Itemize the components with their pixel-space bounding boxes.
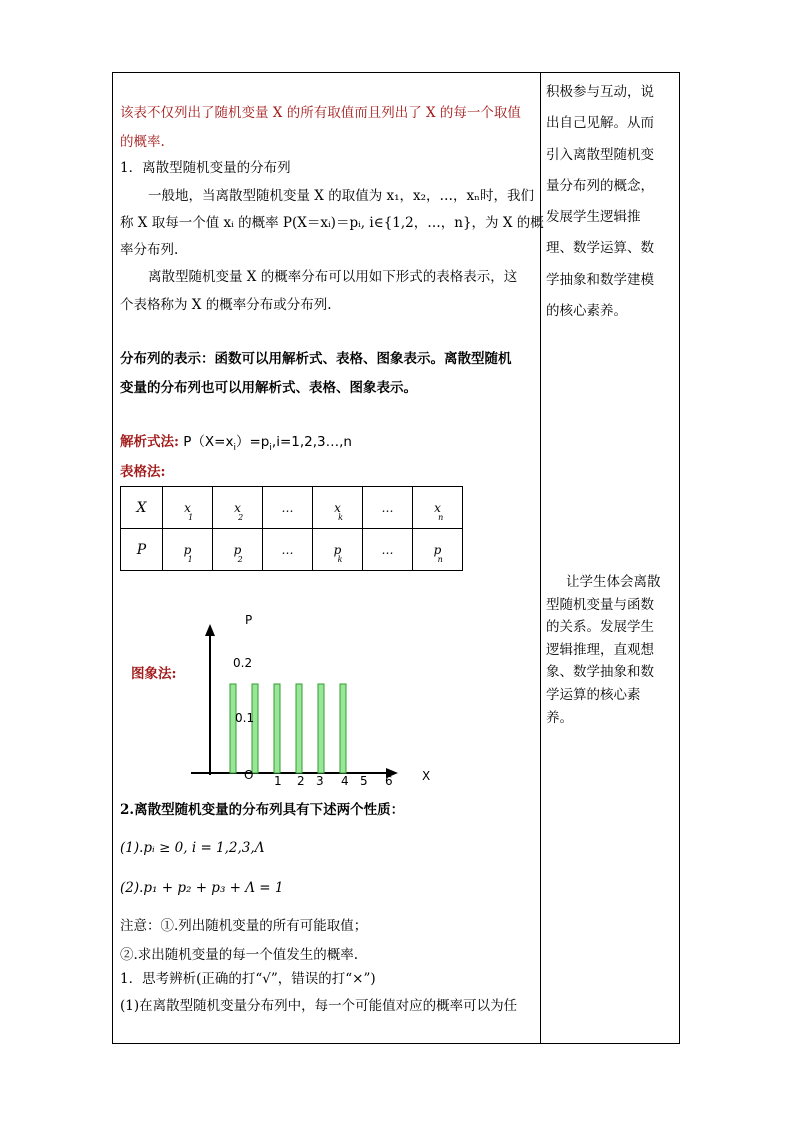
y-axis-label: P [245,613,253,627]
table-cell: x 1 [163,487,213,529]
note-2: ②.求出随机变量的每一个值发生的概率. [120,947,359,963]
para1-line-3: 率分布列. [120,242,179,258]
right-line: 象、数学抽象和数 [546,664,654,681]
graph-bar [296,684,302,773]
right-line: 学抽象和数学建模 [546,271,654,288]
x-tick: 3 [316,774,324,788]
table-cell: x n [413,487,463,529]
graph-bar [252,684,258,773]
table-cell: p n [413,529,463,571]
right-line: 学运算的核心素 [546,686,641,703]
analytic-formula: P（X=x [183,434,234,450]
para1-line-1: 一般地，当离散型随机变量 X 的取值为 x₁，x₂，…，xₙ时，我们 [148,188,534,204]
analytic-label: 解析式法: [120,434,179,450]
analytic-tail: ,i=1,2,3…,n [271,434,352,450]
right-line: 积极参与互动，说 [546,84,654,100]
representation-line-1: 分布列的表示：函数可以用解析式、表格、图象表示。离散型随机 [120,351,512,367]
x-tick: 1 [274,774,282,788]
analytic-sub-2: i [269,443,272,453]
distribution-table [120,486,463,571]
table-method-label: 表格法: [120,464,166,480]
table-cell: p 1 [163,529,213,571]
para1-line-2: 称 X 取每一个值 xᵢ 的概率 P(X＝xᵢ)＝pᵢ, i∈{1,2，…，n}，为 X 的概 [120,215,544,231]
table-head-p: P [121,529,163,571]
table-cell: … [363,529,413,571]
right-line: 的核心素养。 [546,303,627,320]
intro-line-2: 的概率. [120,134,165,150]
table-cell: … [363,487,413,529]
table-cell: p 2 [213,529,263,571]
property-2: (2).p₁ + p₂ + p₃ + Λ = 1 [120,880,284,896]
property-1: (1).pᵢ ≥ 0, i = 1,2,3,Λ [120,840,265,856]
right-line: 逻辑推理，直观想 [546,641,654,658]
note-1: 注意：①.列出随机变量的所有可能取值； [120,918,368,934]
right-line: 量分布列的概念， [546,177,654,194]
para2-line-1: 离散型随机变量 X 的概率分布可以用如下形式的表格表示，这 [148,269,518,285]
right-line: 养。 [546,709,573,726]
origin-label: O [244,768,254,782]
right-line: 的关系。发展学生 [546,619,654,636]
right-line: 发展学生逻辑推 [546,209,641,226]
table-cell: … [263,529,313,571]
analytic-mid: ）=p [236,434,270,450]
table-cell: x k [313,487,363,529]
section-1-title: 1．离散型随机变量的分布列 [120,160,291,176]
intro-line-1: 该表不仅列出了随机变量 X 的所有取值而且列出了 X 的每一个取值 [120,105,521,121]
right-line: 理、数学运算、数 [546,240,654,257]
x-axis-label: X [422,769,431,783]
table-cell: … [263,487,313,529]
right-line: 型随机变量与函数 [546,596,654,613]
para2-line-2: 个表格称为 X 的概率分布或分布列. [120,297,332,313]
y-tick-0.2: 0.2 [233,656,253,670]
graph-bar [318,684,324,773]
representation-line-2: 变量的分布列也可以用解析式、表格、图象表示。 [120,380,417,396]
table-cell: x 2 [213,487,263,529]
table-head-x: X [121,487,163,529]
table-row [121,529,463,571]
exercise-item-1: (1)在离散型随机变量分布列中，每一个可能值对应的概率可以为任 [120,998,518,1014]
graph-bar [274,684,280,773]
y-tick-0.1: 0.1 [235,711,255,725]
y-axis-arrow [205,624,215,636]
right-line: 引入离散型随机变 [546,146,654,163]
right-block-1 [546,77,654,327]
x-tick: 2 [297,774,305,788]
x-tick: 6 [385,774,393,788]
right-line: 让学生体会离散 [566,574,661,590]
table-cell: p k [313,529,363,571]
graph-bar [230,684,236,773]
graph-method-label: 图象法: [131,666,177,682]
section-2-title: 2.离散型随机变量的分布列具有下述两个性质： [120,802,405,818]
x-tick: 5 [360,774,368,788]
exercise-title: 1．思考辨析(正确的打“√”，错误的打“×”) [120,971,376,987]
analytic-sub-1: i [233,443,236,453]
analytic-method [120,432,352,454]
distribution-graph [185,610,445,790]
right-block-2 [546,571,661,729]
right-line: 出自己见解。从而 [546,115,654,132]
x-tick: 4 [341,774,349,788]
graph-bar [340,684,346,773]
table-row [121,487,463,529]
